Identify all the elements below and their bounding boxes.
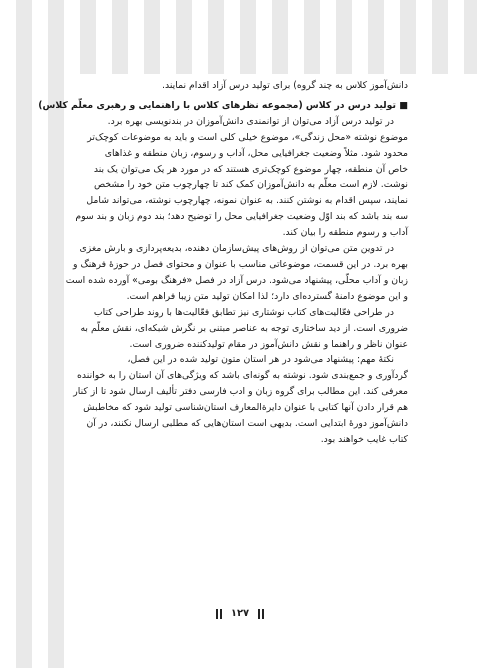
text-line: هم قرار دادن آنها کتابی با عنوان دایرةالمعارف استان‌شناسی تولید شود که مخاطبش	[83, 402, 408, 414]
page-number-footer	[210, 608, 270, 622]
ornament-bar	[216, 609, 218, 619]
paragraph	[78, 305, 408, 353]
paragraph	[73, 352, 408, 447]
text-line: معرفی کند. این مطالب برای گروه زبان و ادب فارسی دفتر تألیف ارسال شود تا از کنار	[73, 386, 408, 398]
text-line: در تدوین متن می‌توان از روش‌های پیش‌سازمان دهنده، بدیعه‌پردازی و بارش مغزی	[79, 243, 394, 255]
ornament-bar	[220, 609, 222, 619]
decorative-stripes-top	[0, 0, 477, 74]
text-line: عنوان ناظر و راهنما و نقش دانش‌آموز در مقام تولیدکننده ضروری است.	[129, 338, 408, 350]
text-line: نوشت. لازم است معلّم به دانش‌آموزان کمک کند تا چهارچوب متن خود را مشخص	[93, 179, 408, 191]
text-line: آداب و رسوم منطقه را بیان کند.	[282, 227, 408, 239]
text-line: دانش‌آموز دورۀ ابتدایی است. بدیهی است استان‌هایی که مطلبی ارسال نکنند، در آن	[86, 418, 408, 430]
paragraph	[38, 98, 408, 241]
page-number: ۱۲۷	[230, 608, 250, 619]
text-line: خاص آن منطقه، چهار موضوع کوچک‌تری هستند که در مورد هر یک می‌توان یک بند	[93, 163, 408, 175]
paragraph	[78, 78, 408, 94]
text-line: زبان و آداب محلّی، پیشنهاد می‌شود. درس آزاد در فصل «فرهنگ بومی» آورده شده است	[65, 274, 408, 286]
text-line: در تولید درس آزاد می‌توان از توانمندی دانش‌آموزان در بندنویسی بهره برد.	[107, 115, 394, 127]
text-line: کتاب غایب خواهند بود.	[320, 433, 408, 445]
text-line: ضروری است. از دید ساختاری توجه به عناصر مبتنی بر نگرش شبکه‌ای، نقش معلّم به	[80, 322, 408, 334]
text-line: محدود شود. مثلاً وضعیت جغرافیایی محل، آداب و رسوم، زبان منطقه و غذاهای	[104, 147, 408, 159]
text-line: بهره برد. در این قسمت، موضوعاتی مناسب با عنوان و محتوای فصل در حوزۀ فرهنگ و	[73, 258, 408, 270]
text-line: و این موضوع دامنۀ گسترده‌ای دارد؛ لذا امکان تولید متن زیبا فراهم است.	[126, 290, 408, 302]
text-line-note: نکتۀ مهم: پیشنهاد می‌شود در هر استان متون تولید شده در این فصل،	[127, 354, 394, 366]
text-line: گردآوری و جمع‌بندی شود. نوشته به گونه‌ای باشد که ویژگی‌های آن استان را به خواننده	[77, 370, 408, 382]
text-line: در طراحی فعّالیت‌های کتاب نوشتاری نیز تطابق فعّالیت‌ها با روند طراحی کتاب	[93, 306, 394, 318]
body-text	[38, 78, 408, 448]
section-heading: ■ تولید درس در کلاس (مجموعه نظرهای کلاس با راهنمایی و رهبری معلّم کلاس)	[38, 99, 408, 111]
ornament-bar	[262, 609, 264, 619]
paragraph	[65, 241, 408, 305]
text-line: سه بند باشد که بند اوّل وضعیت جغرافیایی محل را توضیح دهد؛ بند دوم زبان و بند سوم	[75, 211, 408, 223]
text-line: نمایند، سپس اقدام به نوشتن کنند. به عنوان نمونه، چهارچوب نوشته، می‌تواند شامل	[86, 195, 408, 207]
text-line: موضوع نوشته «محل زندگی»، موضوع خیلی کلی است و باید به موضوعات کوچک‌تر	[87, 131, 408, 143]
text-line: دانش‌آموز کلاس به چند گروه) برای تولید درس آزاد اقدام نمایند.	[162, 80, 408, 91]
decorative-stripes-left	[0, 74, 76, 668]
ornament-bar	[258, 609, 260, 619]
